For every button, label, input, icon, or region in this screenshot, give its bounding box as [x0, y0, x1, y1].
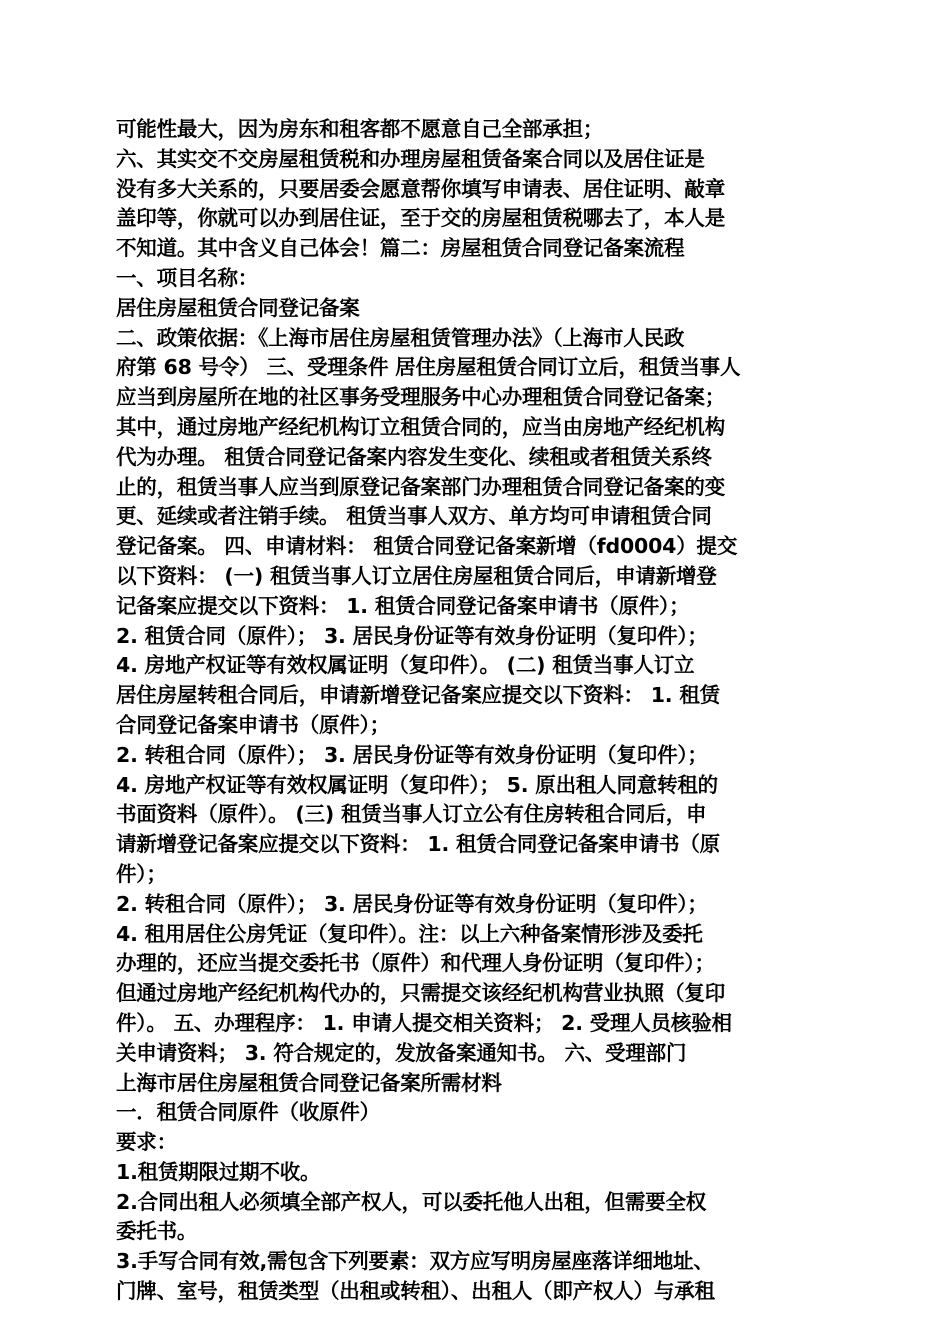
text-line: 可能性最大，因为房东和租客都不愿意自己全部承担；: [116, 117, 604, 141]
text-line: 六、其实交不交房屋租赁税和办理房屋租赁备案合同以及居住证是: [116, 146, 705, 171]
text-line: 1.租赁期限过期不收。: [116, 1159, 321, 1184]
text-line: 请新增登记备案应提交以下资料： 1. 租赁合同登记备案申请书（原: [116, 832, 720, 857]
text-line: 其中，通过房地产经纪机构订立租赁合同的，应当由房地产经纪机构: [116, 414, 725, 439]
text-line: 府第 68 号令） 三、受理条件 居住房屋租赁合同订立后，租赁当事人: [116, 355, 741, 380]
text-line: 2. 转租合同（原件）； 3. 居民身份证等有效身份证明（复印件）；: [116, 891, 708, 916]
text-line: 4. 房地产权证等有效权属证明（复印件）。 (二) 租赁当事人订立: [116, 653, 695, 678]
text-line: 代为办理。 租赁合同登记备案内容发生变化、续租或者租赁关系终: [116, 444, 712, 469]
text-line: 应当到房屋所在地的社区事务受理服务中心办理租赁合同登记备案；: [116, 385, 725, 410]
text-line: 书面资料（原件）。 (三) 租赁当事人订立公有住房转租合同后，申: [116, 802, 707, 827]
text-line: 要求：: [116, 1130, 177, 1155]
text-line: 盖印等，你就可以办到居住证，至于交的房屋租赁税哪去了，本人是: [116, 206, 725, 231]
text-line: 但通过房地产经纪机构代办的，只需提交该经纪机构营业执照（复印: [116, 981, 725, 1006]
text-line: 2. 转租合同（原件）； 3. 居民身份证等有效身份证明（复印件）；: [116, 742, 708, 767]
text-line: 上海市居住房屋租赁合同登记备案所需材料: [116, 1070, 502, 1095]
text-line: 2. 租赁合同（原件）； 3. 居民身份证等有效身份证明（复印件）；: [116, 623, 708, 648]
document-page: [116, 115, 838, 1307]
text-line: 委托书。: [116, 1219, 198, 1244]
text-line: 合同登记备案申请书（原件）；: [116, 712, 390, 737]
text-line: 没有多大关系的，只要居委会愿意帮你填写申请表、居住证明、敲章: [116, 176, 725, 201]
text-line: 门牌、室号，租赁类型（出租或转租）、出租人（即产权人）与承租: [116, 1279, 715, 1304]
text-line: 一．租赁合同原件（收原件）: [116, 1100, 380, 1125]
text-line: 一、项目名称：: [116, 265, 259, 290]
text-line: 以下资料： (一) 租赁当事人订立居住房屋租赁合同后，申请新增登: [116, 563, 717, 588]
text-line: 2.合同出租人必须填全部产权人，可以委托他人出租，但需要全权: [116, 1189, 707, 1214]
text-line: 登记备案。 四、申请材料： 租赁合同登记备案新增（fd0004）提交: [116, 534, 738, 559]
text-line: 不知道。其中含义自己体会！篇二：房屋租赁合同登记备案流程: [116, 236, 685, 261]
text-line: 止的，租赁当事人应当到原登记备案部门办理租赁合同登记备案的变: [116, 474, 725, 499]
text-line: 二、政策依据：《上海市居住房屋租赁管理办法》（上海市人民政: [116, 325, 685, 350]
text-line: 关申请资料； 3. 符合规定的，发放备案通知书。 六、受理部门: [116, 1040, 687, 1065]
text-line: 记备案应提交以下资料： 1. 租赁合同登记备案申请书（原件）；: [116, 593, 690, 618]
text-line: 件）。 五、办理程序： 1. 申请人提交相关资料； 2. 受理人员核验相: [116, 1010, 732, 1035]
text-line: 4. 租用居住公房凭证（复印件）。注：以上六种备案情形涉及委托: [116, 921, 703, 946]
text-line: 更、延续或者注销手续。 租赁当事人双方、单方均可申请租赁合同: [116, 504, 712, 529]
text-line: 件）；: [116, 861, 167, 886]
text-line: 居住房屋转租合同后，申请新增登记备案应提交以下资料： 1. 租赁: [116, 683, 720, 708]
text-line: 3.手写合同有效,需包含下列要素：双方应写明房屋座落详细地址、: [116, 1249, 714, 1274]
text-line: 办理的，还应当提交委托书（原件）和代理人身份证明（复印件）；: [116, 951, 715, 976]
text-line: 居住房屋租赁合同登记备案: [116, 295, 360, 320]
text-line: 4. 房地产权证等有效权属证明（复印件）； 5. 原出租人同意转租的: [116, 772, 718, 797]
